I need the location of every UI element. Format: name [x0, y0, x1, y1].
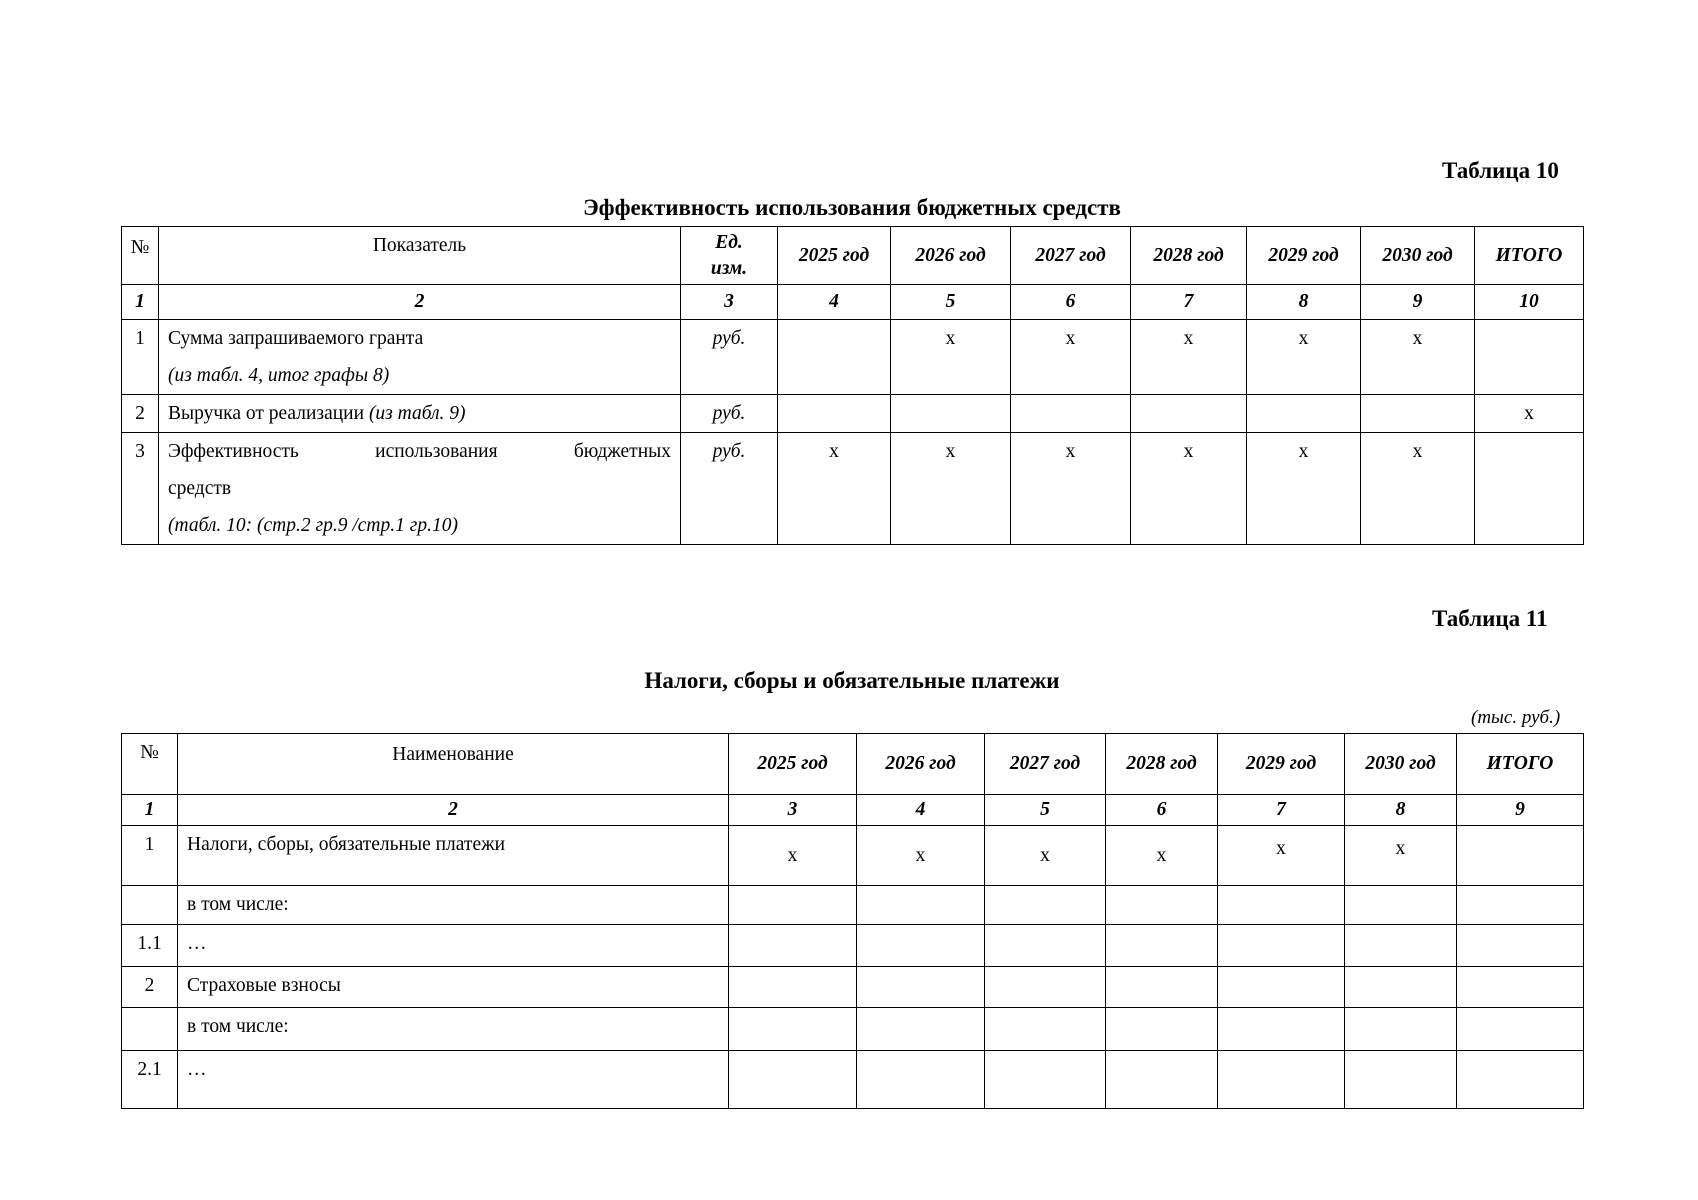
value-cell [857, 925, 985, 967]
table11-number: Таблица 11 [1432, 606, 1548, 631]
table11-colnum: 7 [1218, 795, 1345, 826]
value-cell [1218, 925, 1345, 967]
row-number: 1 [122, 826, 178, 886]
value-cell [1131, 395, 1247, 433]
value-cell [1218, 967, 1345, 1008]
table10-header-cell: ИТОГО [1475, 227, 1584, 285]
value-cell [985, 1051, 1106, 1109]
value-cell [1457, 1008, 1584, 1051]
row-number: 1 [122, 320, 159, 395]
table11-header-cell: 2028 год [1106, 734, 1218, 795]
value-cell [778, 320, 891, 395]
value-cell: х [1131, 320, 1247, 395]
table10-header-row [122, 227, 1584, 285]
table11-header-cell: 2027 год [985, 734, 1106, 795]
table11-colnum: 1 [122, 795, 178, 826]
indicator-label-line1: Эффективность использования бюджетных [168, 441, 671, 462]
value-cell [1106, 1008, 1218, 1051]
row-number: 2 [122, 967, 178, 1008]
value-cell [1345, 1008, 1457, 1051]
table10-header-cell: 2029 год [1247, 227, 1361, 285]
value-cell [985, 1008, 1106, 1051]
table11-row [122, 925, 1584, 967]
value-cell [891, 395, 1011, 433]
table11-header-cell: № [122, 734, 178, 795]
item-name: в том числе: [178, 886, 729, 925]
value-cell [985, 886, 1106, 925]
value-cell: х [1345, 826, 1457, 886]
table10-row [122, 395, 1584, 433]
table11-header-cell: 2030 год [1345, 734, 1457, 795]
item-name: … [178, 1051, 729, 1109]
table11-colnum: 5 [985, 795, 1106, 826]
value-cell [985, 967, 1106, 1008]
value-cell [857, 1051, 985, 1109]
table11-colnum: 8 [1345, 795, 1457, 826]
table10-colnum: 9 [1361, 285, 1475, 320]
value-cell [729, 1051, 857, 1109]
table10-colnum: 3 [681, 285, 778, 320]
value-cell: х [1247, 320, 1361, 395]
indicator-name [159, 433, 681, 545]
value-cell: х [1106, 826, 1218, 886]
row-number [122, 886, 178, 925]
table11-colnum-row [122, 795, 1584, 826]
table10-colnum: 4 [778, 285, 891, 320]
value-cell [1475, 320, 1584, 395]
table10-title: Эффективность использования бюджетных средств [583, 195, 1121, 220]
table11-header-cell: Наименование [178, 734, 729, 795]
indicator-note: (табл. 10: (стр.2 гр.9 /стр.1 гр.10) [168, 515, 458, 536]
table11-row [122, 1051, 1584, 1109]
indicator-label-line2: средств [168, 478, 232, 499]
value-cell [1361, 395, 1475, 433]
table11-colnum: 3 [729, 795, 857, 826]
value-cell: х [1361, 433, 1475, 545]
value-cell: х [729, 826, 857, 886]
table11-header-cell: 2025 год [729, 734, 857, 795]
value-cell [1345, 925, 1457, 967]
table11-row [122, 826, 1584, 886]
row-number: 2 [122, 395, 159, 433]
table10-header-cell: № [122, 227, 159, 285]
value-cell: х [1011, 433, 1131, 545]
value-cell [1457, 826, 1584, 886]
table10-row [122, 320, 1584, 395]
item-name: в том числе: [178, 1008, 729, 1051]
table10-header-cell: 2027 год [1011, 227, 1131, 285]
value-cell: х [778, 433, 891, 545]
value-cell [1106, 967, 1218, 1008]
value-cell [1247, 395, 1361, 433]
table11-header-cell: 2029 год [1218, 734, 1345, 795]
value-cell: х [1218, 826, 1345, 886]
table11-row [122, 967, 1584, 1008]
table10-colnum: 6 [1011, 285, 1131, 320]
value-cell: х [985, 826, 1106, 886]
value-cell [729, 886, 857, 925]
table10-number: Таблица 10 [1442, 158, 1559, 183]
table10-colnum: 8 [1247, 285, 1361, 320]
value-cell: х [891, 320, 1011, 395]
value-cell [1106, 886, 1218, 925]
value-cell [1345, 1051, 1457, 1109]
table10-header-cell: 2030 год [1361, 227, 1475, 285]
indicator-name [159, 320, 681, 395]
unit-cell: руб. [681, 433, 778, 545]
item-name: Налоги, сборы, обязательные платежи [178, 826, 729, 886]
value-cell [1457, 925, 1584, 967]
row-number: 2.1 [122, 1051, 178, 1109]
row-number: 3 [122, 433, 159, 545]
value-cell [729, 1008, 857, 1051]
indicator-label: Выручка от реализации [168, 403, 365, 424]
item-name: Страховые взносы [178, 967, 729, 1008]
value-cell [729, 925, 857, 967]
value-cell [1457, 886, 1584, 925]
value-cell [857, 967, 985, 1008]
table11-header-cell: 2026 год [857, 734, 985, 795]
table10-header-cell: Показатель [159, 227, 681, 285]
value-cell [1457, 1051, 1584, 1109]
indicator-note: (из табл. 4, итог графы 8) [168, 365, 390, 386]
value-cell: х [1131, 433, 1247, 545]
table11-colnum: 4 [857, 795, 985, 826]
value-cell [1011, 395, 1131, 433]
table11-header-cell: ИТОГО [1457, 734, 1584, 795]
row-number [122, 1008, 178, 1051]
value-cell [1475, 433, 1584, 545]
value-cell [985, 925, 1106, 967]
table11-row [122, 1008, 1584, 1051]
indicator-label: Сумма запрашиваемого гранта [168, 328, 424, 349]
value-cell: х [1475, 395, 1584, 433]
table11 [121, 733, 1584, 1109]
table10-colnum: 5 [891, 285, 1011, 320]
table11-header-row [122, 734, 1584, 795]
table10 [121, 226, 1584, 545]
table10-colnum: 1 [122, 285, 159, 320]
table10-row [122, 433, 1584, 545]
table10-colnum: 2 [159, 285, 681, 320]
value-cell [1345, 886, 1457, 925]
value-cell [1218, 1051, 1345, 1109]
table11-row [122, 886, 1584, 925]
table10-colnum: 10 [1475, 285, 1584, 320]
table11-unit-note: (тыс. руб.) [1471, 707, 1561, 728]
table10-colnum-row [122, 285, 1584, 320]
row-number: 1.1 [122, 925, 178, 967]
value-cell [1457, 967, 1584, 1008]
table11-colnum: 9 [1457, 795, 1584, 826]
value-cell [1106, 1051, 1218, 1109]
table10-header-cell: 2028 год [1131, 227, 1247, 285]
value-cell: х [1247, 433, 1361, 545]
value-cell [857, 1008, 985, 1051]
table10-header-cell: Ед. изм. [681, 227, 778, 285]
value-cell: х [857, 826, 985, 886]
unit-cell: руб. [681, 320, 778, 395]
value-cell [857, 886, 985, 925]
table10-header-cell: 2025 год [778, 227, 891, 285]
value-cell: х [1361, 320, 1475, 395]
value-cell [1218, 886, 1345, 925]
value-cell [1106, 925, 1218, 967]
value-cell: х [891, 433, 1011, 545]
indicator-note: (из табл. 9) [368, 403, 466, 424]
table11-colnum: 2 [178, 795, 729, 826]
indicator-name [159, 395, 681, 433]
table10-colnum: 7 [1131, 285, 1247, 320]
value-cell [729, 967, 857, 1008]
table10-header-cell: 2026 год [891, 227, 1011, 285]
item-name: … [178, 925, 729, 967]
table11-colnum: 6 [1106, 795, 1218, 826]
value-cell [1345, 967, 1457, 1008]
value-cell [778, 395, 891, 433]
unit-cell: руб. [681, 395, 778, 433]
value-cell: х [1011, 320, 1131, 395]
value-cell [1218, 1008, 1345, 1051]
table11-title: Налоги, сборы и обязательные платежи [644, 668, 1060, 693]
